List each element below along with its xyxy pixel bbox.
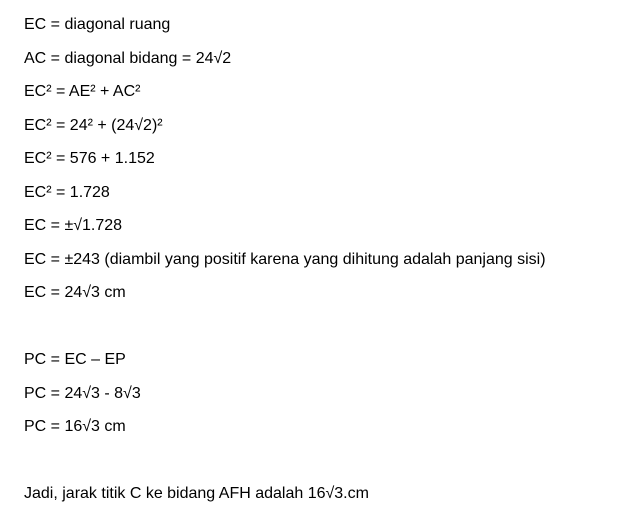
text-line: EC² = 24² + (24√2)² — [24, 116, 163, 134]
text-line: EC² = 1.728 — [24, 183, 110, 201]
text-line: PC = 16√3 cm — [24, 418, 126, 435]
text-line: EC = diagonal ruang — [24, 16, 171, 33]
text-line: EC = ±√1.728 — [24, 217, 123, 234]
text-line: AC = diagonal bidang = 24√2 — [24, 49, 232, 67]
blank-line — [24, 450, 614, 484]
blank-line — [24, 316, 614, 350]
text-line: PC = EC – EP — [24, 351, 126, 368]
text-line: EC² = 576 + 1.152 — [24, 150, 155, 167]
text-line: EC² = AE² + AC² — [24, 83, 141, 100]
document-body — [24, 14, 614, 517]
text-line: PC = 24√3 - 8√3 — [24, 384, 141, 402]
text-line: EC = 24√3 cm — [24, 284, 126, 301]
text-line: EC = ±243 (diambil yang positif karena yang dihitung adalah panjang sisi) — [24, 250, 546, 268]
conclusion-line: Jadi, jarak titik C ke bidang AFH adalah 16√3.cm — [24, 485, 369, 502]
